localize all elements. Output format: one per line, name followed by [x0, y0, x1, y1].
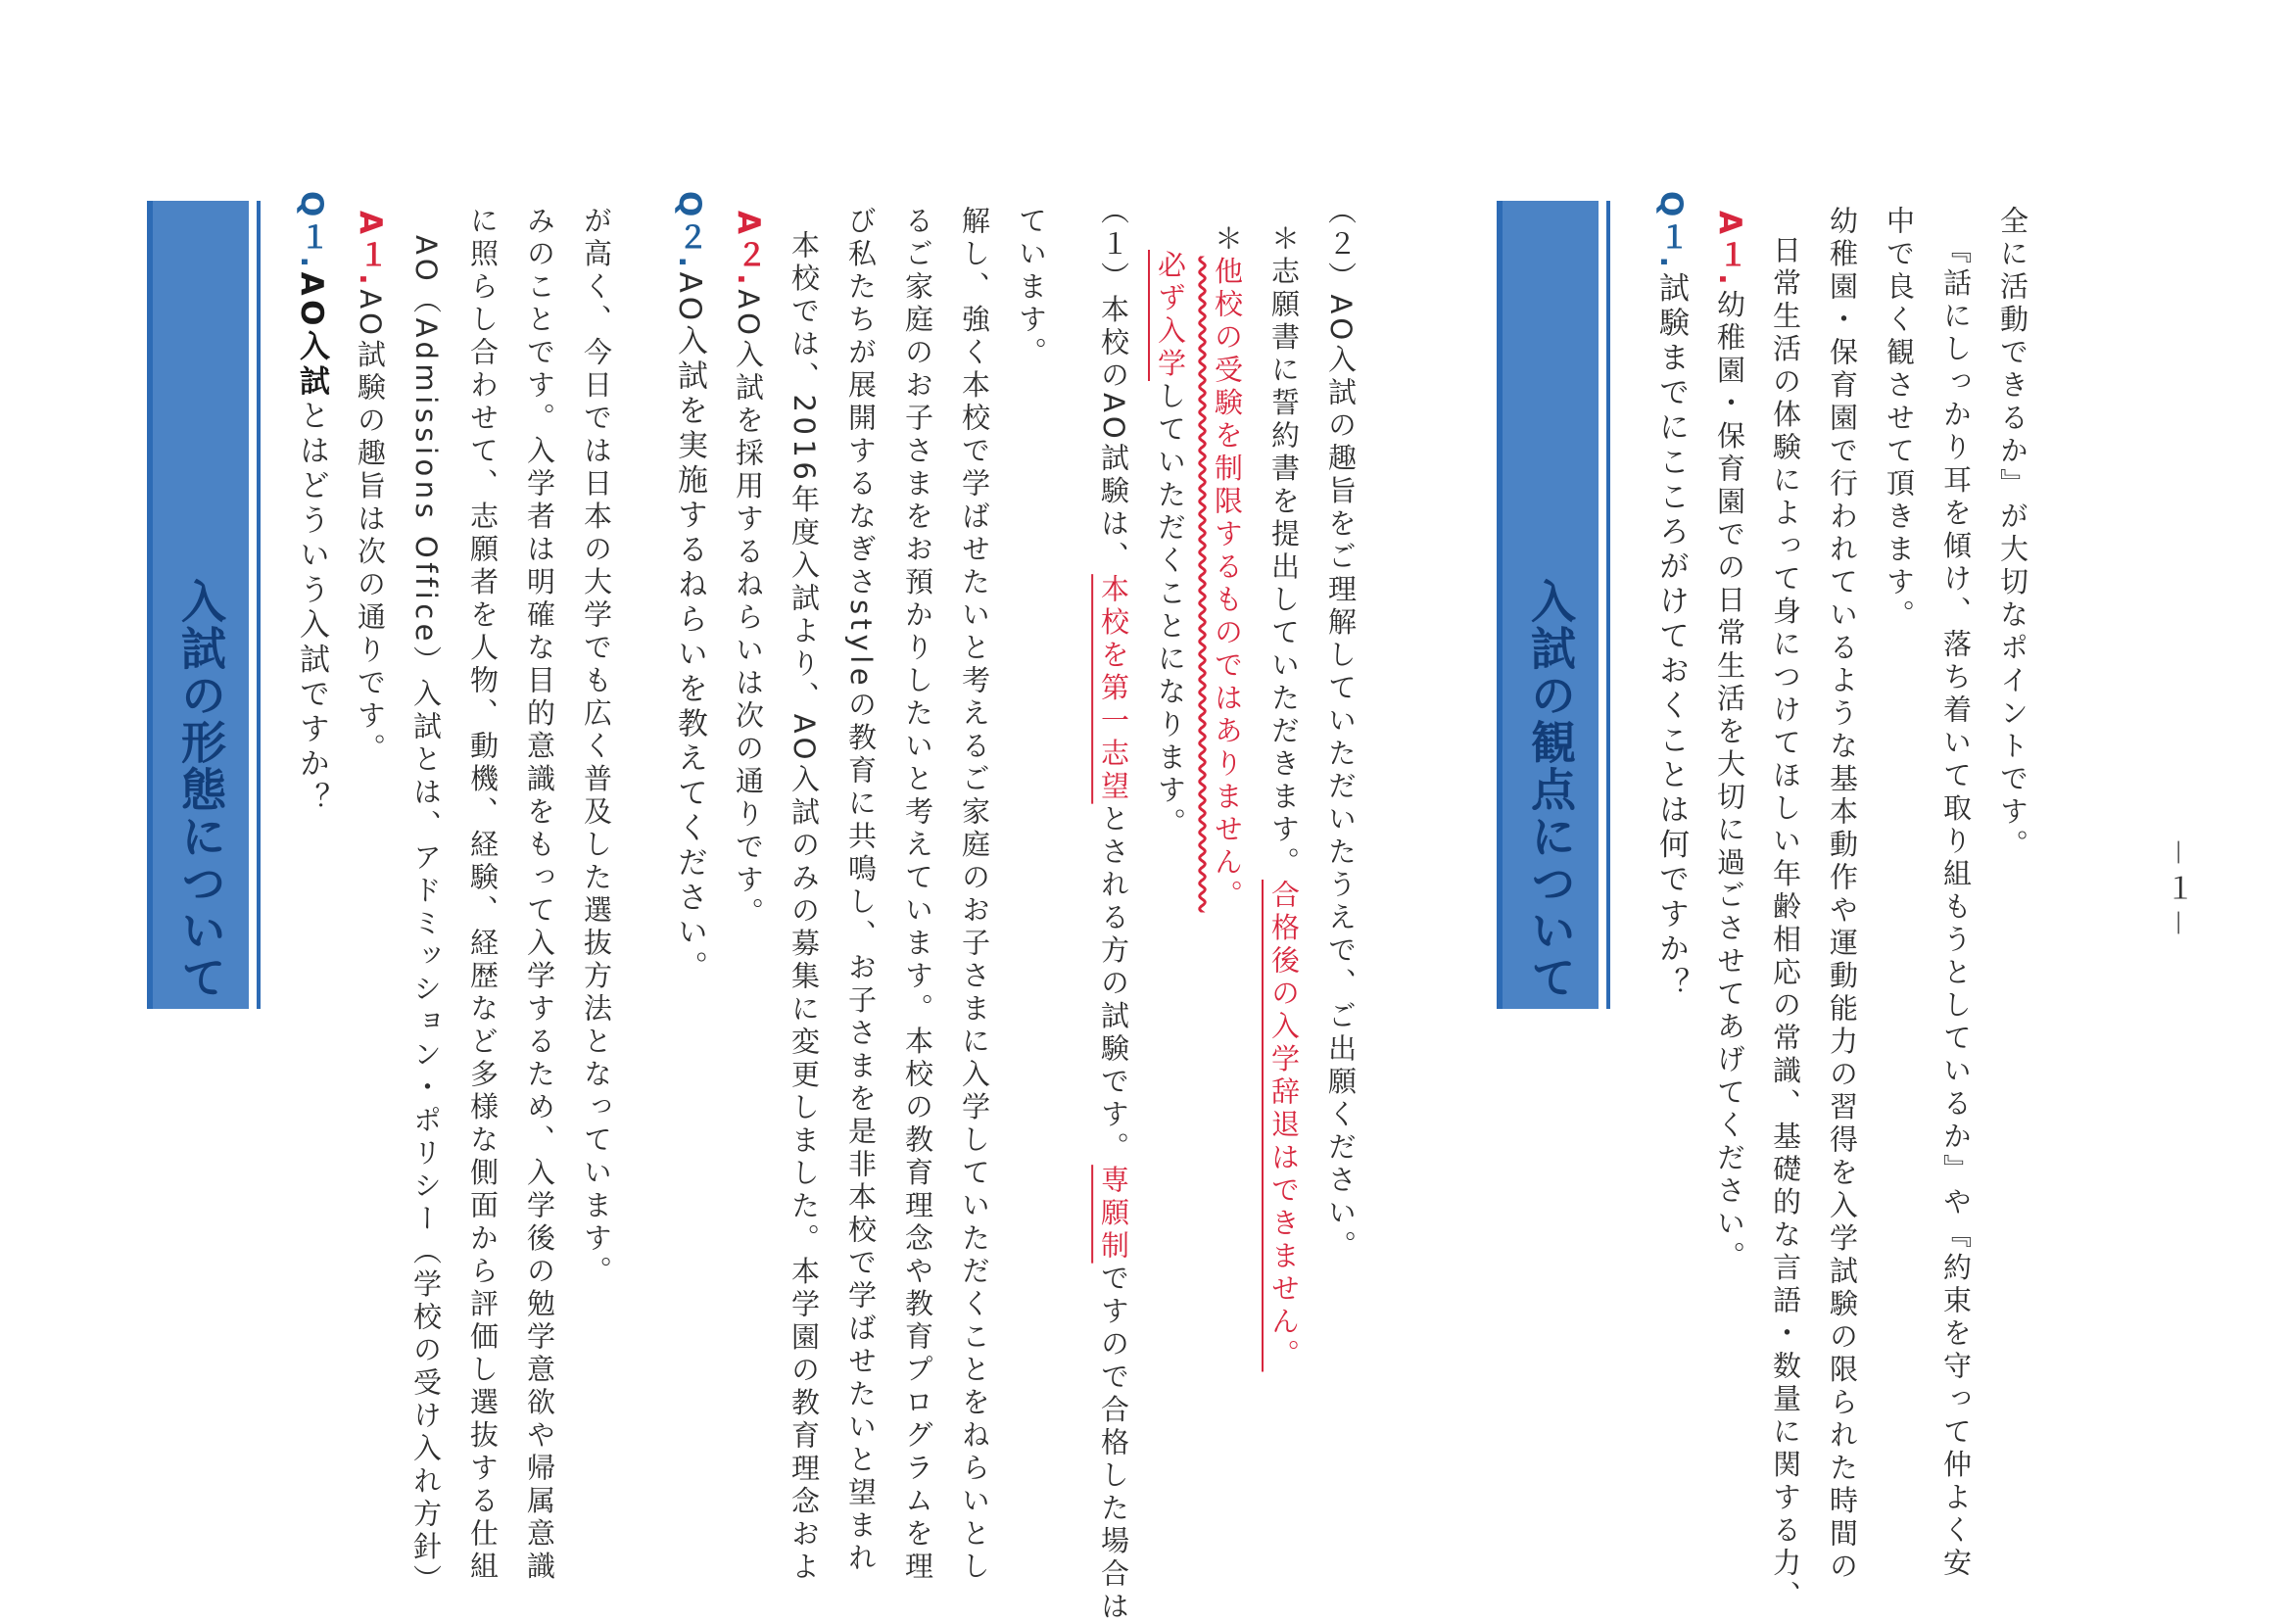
paragraph-line: AO（Admissions Office）入試とは、アドミッション・ポリシー（学校の受け入れ方針） [409, 235, 443, 1598]
note-1 [1097, 196, 1130, 1624]
note-highlight-no-withdrawal: 合格後の入学辞退はできません。 [1267, 880, 1301, 1372]
note-highlight-first-choice: 本校を第一志望 [1097, 574, 1130, 804]
question-1 [1653, 191, 1689, 1003]
paragraph-line: 『話にしっかり耳を傾け、落ち着いて取り組もうとしているか』や『約束を守って仲よく安 [1939, 235, 1973, 1581]
paragraph-line: 日常生活の体験によって身につけてほしい年齢相応の常識、基礎的な言語・数量に関する力、 [1769, 235, 1802, 1613]
note-highlight-must-enroll: 必ず入学 [1154, 250, 1187, 381]
section-header-rule [1606, 201, 1610, 1009]
note-text: ですので合格した場合は [1097, 1263, 1130, 1624]
question-text: 試験までにこころがけておくことは何ですか？ [1653, 271, 1689, 1003]
question-2 [672, 191, 707, 986]
page-number: －１－ [2160, 837, 2194, 943]
note-text: とされる方の試験です。 [1097, 803, 1130, 1166]
answer-1-intro [353, 211, 388, 766]
answer-number: A２. [731, 211, 766, 290]
note-1-continued [1154, 250, 1187, 840]
note-text: （１）本校のAO試験は、 [1097, 196, 1130, 575]
section-header-rule [257, 201, 261, 1009]
note-highlight-other-schools: 他校の受験を制限するものではありません。 [1211, 256, 1244, 913]
paragraph-line: 解し、強く本校で学ばせたいと考えるご家庭のお子さまに入学していただくことをねらいとし [958, 206, 991, 1584]
paragraph-line: び私たちが展開するなぎさstyleの教育に共鳴し、お子さまを是非本校で学ばせたいと望まれ [844, 206, 878, 1576]
paragraph-line: 幼稚園・保育園で行われているような基本動作や運動能力の習得を入学試験の限られた時間の [1826, 206, 1859, 1584]
question-number: Q２. [672, 191, 707, 272]
asterisk-mark: ＊ [1211, 223, 1244, 257]
paragraph-line: みのことです。入学者は明確な目的意識をもって入学するため、入学後の勉学意欲や帰属意識 [523, 206, 556, 1584]
answer-intro: 幼稚園・保育園での日常生活を大切に過ごさせてあげてください。 [1713, 289, 1746, 1274]
question-text: AO入試を実施するねらいを教えてください。 [672, 271, 707, 986]
note-2: （２）AO入試の趣旨をご理解していただいたうえで、ご出願ください。 [1324, 196, 1358, 1264]
answer-intro: AO入試を採用するねらいは次の通りです。 [732, 289, 765, 931]
section-title: 入試の観点について [1524, 578, 1577, 1001]
paragraph-line: ています。 [1015, 206, 1048, 370]
answer-1-intro [1712, 211, 1747, 1274]
paragraph-line: るご家庭のお子さまをお預かりしたいと考えています。本校の教育理念や教育プログラムを理 [901, 206, 934, 1584]
paragraph-line: 本校では、2016年度入試より、AO入試のみの募集に変更しました。本学園の教育理念およ [788, 230, 821, 1585]
question-1 [294, 191, 329, 817]
paragraph-line: 全に活動できるか』が大切なポイントです。 [1996, 206, 2029, 862]
answer-intro: AO試験の趣旨は次の通りです。 [354, 289, 387, 766]
note-1-pledge [1267, 223, 1301, 1372]
answer-number: A１. [1712, 211, 1747, 290]
question-number: Q１. [294, 191, 329, 272]
question-keyword: AO入試 [294, 271, 329, 400]
note-highlight-exclusive: 専願制 [1097, 1165, 1130, 1264]
note-1-restriction [1211, 223, 1244, 913]
answer-2-intro [731, 211, 766, 931]
paragraph-line: が高く、今日では日本の大学でも広く普及した選抜方法となっています。 [580, 206, 613, 1289]
paragraph-line: に照らし合わせて、志願者を人物、動機、経験、経歴など多様な側面から評価し選抜する仕組 [466, 206, 500, 1584]
question-number: Q１. [1653, 191, 1689, 272]
paragraph-line: 中で良く観させて頂きます。 [1883, 206, 1916, 633]
note-text: していただくことになります。 [1154, 381, 1187, 840]
note-text: ＊志願書に誓約書を提出していただきます。 [1267, 223, 1301, 880]
section-title: 入試の形態について [174, 578, 227, 1001]
question-text: とはどういう入試ですか？ [294, 400, 329, 817]
answer-number: A１. [353, 211, 388, 290]
